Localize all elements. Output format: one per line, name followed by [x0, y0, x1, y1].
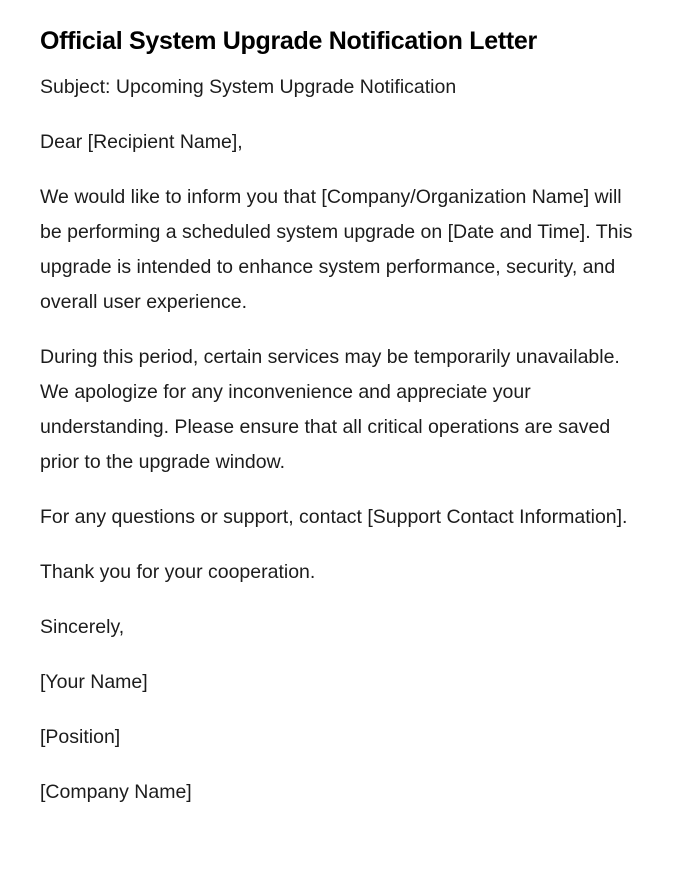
- body-paragraph-3: For any questions or support, contact [Support Contact Information].: [40, 506, 628, 528]
- page-title: Official System Upgrade Notification Letter: [40, 27, 537, 55]
- signature-company: [Company Name]: [40, 781, 192, 803]
- body-paragraph-2: During this period, certain services may be temporarily unavailable. We apologize for any inconvenience and appreciate your understanding. Please ensure that all critical operations are saved prior to the upgrade window.: [40, 346, 620, 473]
- salutation: Dear [Recipient Name],: [40, 131, 243, 153]
- thanks-line: Thank you for your cooperation.: [40, 561, 316, 583]
- subject-line: Subject: Upcoming System Upgrade Notification: [40, 76, 457, 98]
- signature-position: [Position]: [40, 726, 121, 748]
- body-paragraph-1: We would like to inform you that [Company/Organization Name] will be performing a scheduled system upgrade on [Date and Time]. This upgrade is intended to enhance system performance, security, and overall user experience.: [40, 186, 633, 313]
- signature-name: [Your Name]: [40, 671, 148, 693]
- closing-line: Sincerely,: [40, 616, 125, 638]
